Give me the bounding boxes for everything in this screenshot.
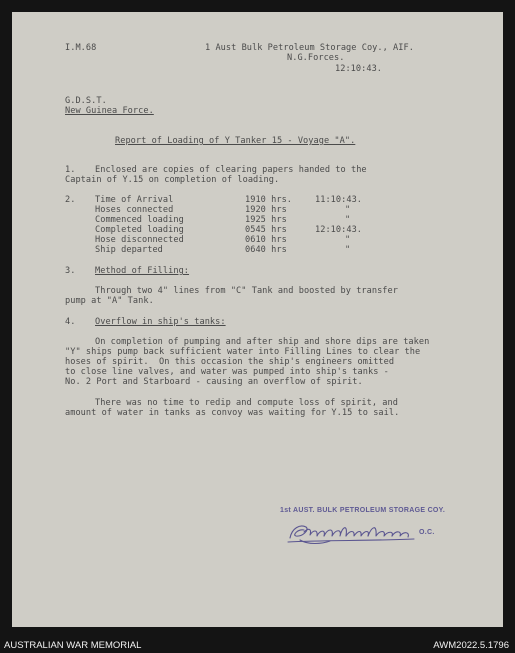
para-4-number: 4. bbox=[65, 317, 76, 327]
timeline-label: Commenced loading bbox=[95, 215, 184, 225]
stamp-suffix: O.C. bbox=[419, 529, 435, 536]
unit-stamp: 1st AUST. BULK PETROLEUM STORAGE COY. bbox=[280, 507, 446, 514]
reference-number: I.M.68 bbox=[65, 43, 97, 53]
para-4-line: to close line valves, and water was pumped into ship's tanks - bbox=[65, 367, 389, 377]
timeline-label: Time of Arrival bbox=[95, 195, 174, 205]
document-date: 12:10:43. bbox=[335, 64, 383, 74]
timeline-date: " bbox=[345, 245, 351, 255]
para-4-line: "Y" ships pump back sufficient water into Filling Lines to clear the bbox=[65, 347, 421, 357]
report-title: Report of Loading of Y Tanker 15 - Voyage "A". bbox=[115, 136, 356, 146]
para-3-line-2: pump at "A" Tank. bbox=[65, 296, 154, 306]
timeline-time: 0640 hrs bbox=[245, 245, 287, 255]
para-4-line: No. 2 Port and Starboard - causing an overflow of spirit. bbox=[65, 377, 363, 387]
footer-catalog-number: AWM2022.5.1796 bbox=[433, 640, 509, 651]
closing-line: amount of water in tanks as convoy was waiting for Y.15 to sail. bbox=[65, 408, 400, 418]
para-3-number: 3. bbox=[65, 266, 76, 276]
unit-name: 1 Aust Bulk Petroleum Storage Coy., AIF. bbox=[205, 43, 414, 53]
timeline-time: 1910 hrs. bbox=[245, 195, 293, 205]
addressee-line-1: G.D.S.T. bbox=[65, 96, 107, 106]
timeline-date: 12:10:43. bbox=[315, 225, 363, 235]
closing-line: There was no time to redip and compute loss of spirit, and bbox=[95, 398, 398, 408]
para-3-line-1: Through two 4" lines from "C" Tank and boosted by transfer bbox=[95, 286, 398, 296]
footer-institution: AUSTRALIAN WAR MEMORIAL bbox=[4, 640, 142, 651]
para-3-heading: Method of Filling: bbox=[95, 266, 190, 276]
timeline-date: 11:10:43. bbox=[315, 195, 363, 205]
timeline-time: 1920 hrs bbox=[245, 205, 287, 215]
timeline-label: Hose disconnected bbox=[95, 235, 184, 245]
timeline-time: 0610 hrs bbox=[245, 235, 287, 245]
para-4-line: hoses of spirit. On this occasion the ship's engineers omitted bbox=[65, 357, 395, 367]
para-4-heading: Overflow in ship's tanks: bbox=[95, 317, 226, 327]
addressee-line-2: New Guinea Force. bbox=[65, 106, 154, 116]
force-name: N.G.Forces. bbox=[287, 53, 345, 63]
para-1-line-1: Enclosed are copies of clearing papers handed to the bbox=[95, 165, 367, 175]
timeline-label: Hoses connected bbox=[95, 205, 174, 215]
para-2-number: 2. bbox=[65, 195, 76, 205]
timeline-label: Completed loading bbox=[95, 225, 184, 235]
timeline-date: " bbox=[345, 215, 351, 225]
timeline-date: " bbox=[345, 205, 351, 215]
document-page bbox=[12, 12, 503, 627]
para-1-line-2: Captain of Y.15 on completion of loading. bbox=[65, 175, 280, 185]
timeline-date: " bbox=[345, 235, 351, 245]
para-1-number: 1. bbox=[65, 165, 76, 175]
timeline-time: 0545 hrs bbox=[245, 225, 287, 235]
para-4-line: On completion of pumping and after ship and shore dips are taken bbox=[95, 337, 430, 347]
timeline-label: Ship departed bbox=[95, 245, 163, 255]
timeline-time: 1925 hrs bbox=[245, 215, 287, 225]
